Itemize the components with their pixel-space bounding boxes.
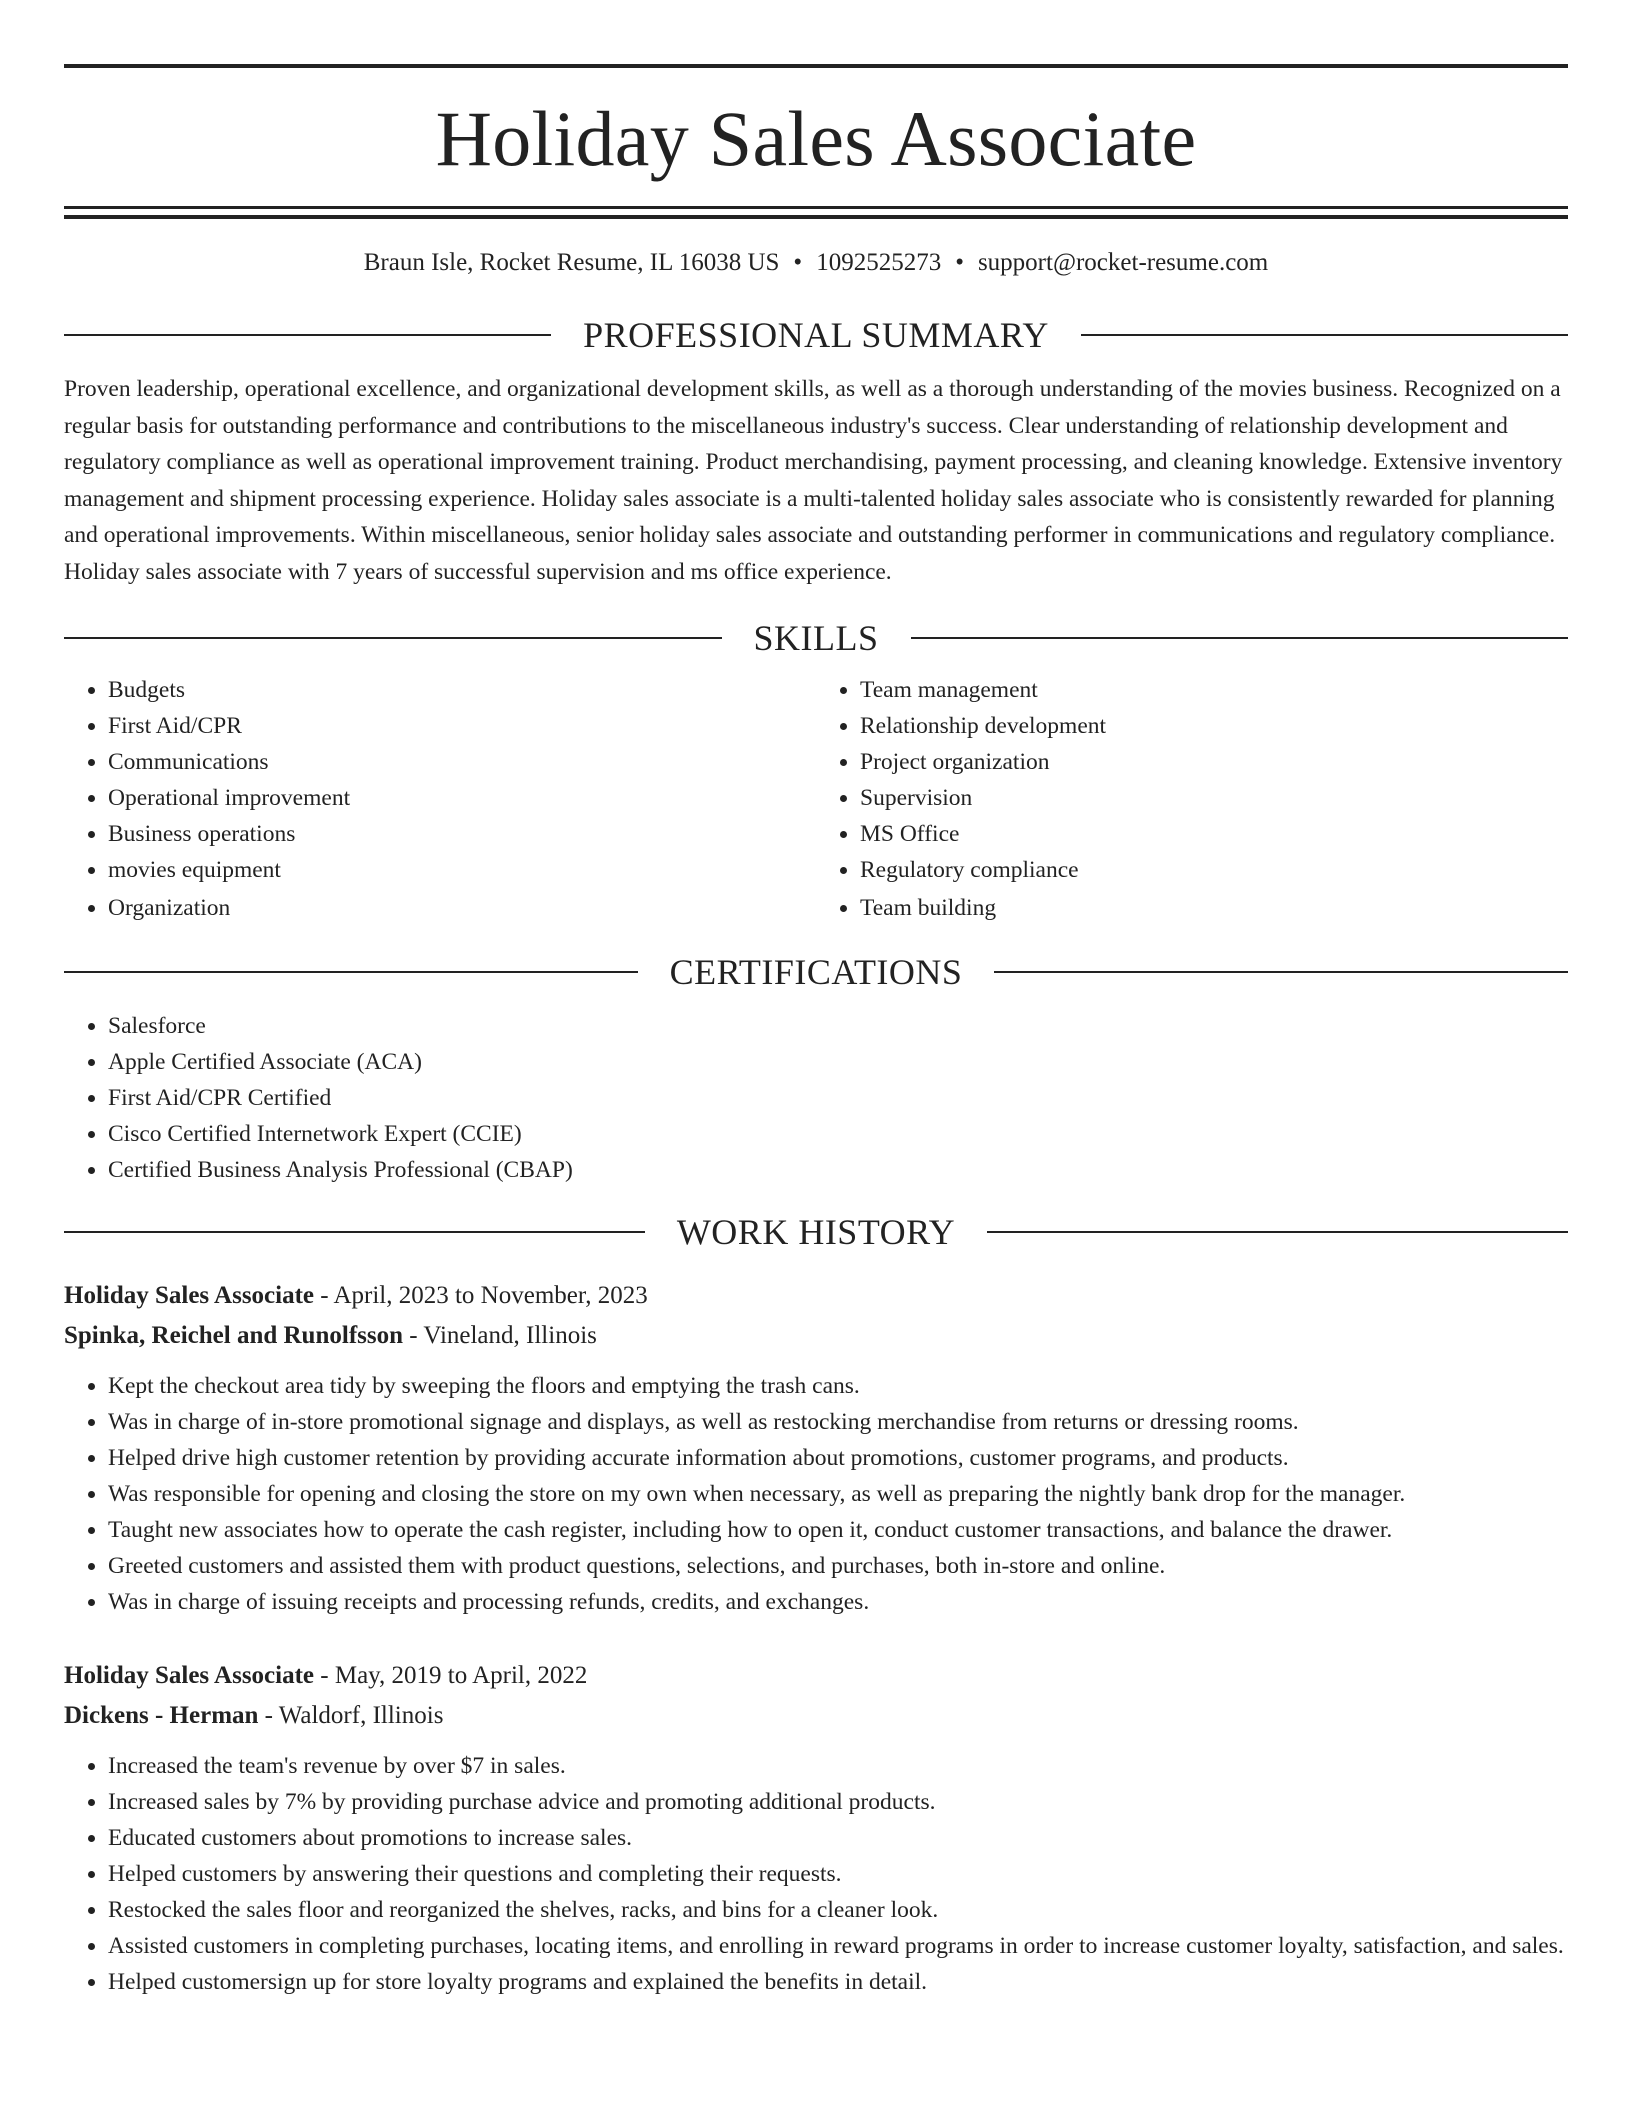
top-rule	[64, 64, 1568, 68]
skill-item: • movies equipment	[108, 852, 816, 888]
section-title: CERTIFICATIONS	[669, 952, 963, 992]
skill-item: • Organization	[108, 890, 816, 926]
skills-list	[64, 672, 1568, 926]
divider-line	[64, 1231, 645, 1233]
job-bullet: • Kept the checkout area tidy by sweeping the floors and emptying the trash cans.	[108, 1368, 1568, 1404]
job-company-line	[64, 1316, 1568, 1356]
divider-line	[911, 637, 1569, 639]
skills-column-right	[816, 672, 1568, 926]
job-bullet: • Helped customers by answering their questions and completing their requests.	[108, 1856, 1568, 1892]
divider-line	[64, 971, 638, 973]
contact-address: Braun Isle, Rocket Resume, IL 16038 US	[363, 249, 780, 276]
job-bullet: • Was responsible for opening and closing the store on my own when necessary, as well as preparing the nightly bank drop for the manager.	[108, 1476, 1568, 1512]
certification-item: • Certified Business Analysis Professional (CBAP)	[108, 1152, 1568, 1188]
contact-phone: 1092525273	[816, 249, 942, 276]
job-bullet: • Greeted customers and assisted them with product questions, selections, and purchases, both in-store and online.	[108, 1548, 1568, 1584]
job-bullet: • Was in charge of in-store promotional signage and displays, as well as restocking merchandise from returns or dressing rooms.	[108, 1404, 1568, 1440]
skills-column-left	[64, 672, 816, 926]
job-title-line	[64, 1656, 1568, 1696]
section-title: SKILLS	[753, 618, 879, 658]
job-dates: - April, 2023 to November, 2023	[314, 1282, 648, 1309]
skill-item: • Project organization	[860, 744, 1568, 780]
job-dates: - May, 2019 to April, 2022	[314, 1662, 588, 1689]
contact-line	[64, 247, 1568, 279]
skill-item: • Team management	[860, 672, 1568, 708]
job-bullet: • Restocked the sales floor and reorganized the shelves, racks, and bins for a cleaner look.	[108, 1892, 1568, 1928]
skill-item: • MS Office	[860, 816, 1568, 852]
job-company: Spinka, Reichel and Runolfsson	[64, 1322, 404, 1349]
section-header-summary	[64, 313, 1568, 357]
certifications-list	[64, 1008, 1568, 1188]
divider-line	[1081, 334, 1568, 336]
job-bullet: • Increased the team's revenue by over $7 in sales.	[108, 1748, 1568, 1784]
certification-item: • Salesforce	[108, 1008, 1568, 1044]
job-bullet: • Was in charge of issuing receipts and processing refunds, credits, and exchanges.	[108, 1584, 1568, 1620]
skill-item: • First Aid/CPR	[108, 708, 816, 744]
job-company: Dickens - Herman	[64, 1702, 259, 1729]
job-title: Holiday Sales Associate	[64, 1282, 315, 1309]
contact-email: support@rocket-resume.com	[977, 249, 1269, 276]
job-bullets	[64, 1748, 1568, 2000]
skill-item: • Supervision	[860, 780, 1568, 816]
summary-text: Proven leadership, operational excellence, and organizational development skills, as well as a thorough understanding of the movies business. Recognized on a regular basis for outstanding performance and contributions to the miscellaneous industry's success. Clear understanding of relationship development and regulatory compliance as well as operational improvement training. Product merchandising, payment processing, and cleaning knowledge. Extensive inventory management and shipment processing experience. Holiday sales associate is a multi-talented holiday sales associate who is consistently rewarded for planning and operational improvements. Within miscellaneous, senior holiday sales associate and outstanding performer in communications and regulatory compliance. Holiday sales associate with 7 years of successful supervision and ms office experience.	[64, 376, 1563, 585]
job-entry	[64, 1656, 1568, 2000]
job-bullet: • Increased sales by 7% by providing purchase advice and promoting additional products.	[108, 1784, 1568, 1820]
certification-item: • Cisco Certified Internetwork Expert (CCIE)	[108, 1116, 1568, 1152]
job-bullet: • Helped drive high customer retention by providing accurate information about promotions, customer programs, and products.	[108, 1440, 1568, 1476]
job-bullet: • Taught new associates how to operate the cash register, including how to open it, conduct customer transactions, and balance the drawer.	[108, 1512, 1568, 1548]
job-entry	[64, 1276, 1568, 1620]
divider-line	[994, 971, 1568, 973]
section-header-certifications	[64, 950, 1568, 994]
certification-item: • First Aid/CPR Certified	[108, 1080, 1568, 1116]
job-title: Holiday Sales Associate	[64, 1662, 315, 1689]
job-bullet: • Educated customers about promotions to increase sales.	[108, 1820, 1568, 1856]
resume-page	[64, 0, 1568, 2000]
double-rule	[64, 206, 1568, 219]
job-title-line	[64, 1276, 1568, 1316]
job-company-line	[64, 1696, 1568, 1736]
skill-item: • Operational improvement	[108, 780, 816, 816]
skill-item: • Communications	[108, 744, 816, 780]
divider-line	[64, 334, 551, 336]
skill-item: • Team building	[860, 890, 1568, 926]
resume-name: Holiday Sales Associate	[435, 95, 1197, 182]
certification-item: • Apple Certified Associate (ACA)	[108, 1044, 1568, 1080]
divider-line	[987, 1231, 1568, 1233]
section-header-work-history	[64, 1210, 1568, 1254]
skill-item: • Regulatory compliance	[860, 852, 1568, 888]
job-bullet: • Helped customersign up for store loyalty programs and explained the benefits in detail.	[108, 1964, 1568, 2000]
section-title: WORK HISTORY	[676, 1212, 956, 1252]
section-header-skills	[64, 616, 1568, 660]
job-bullet: • Assisted customers in completing purchases, locating items, and enrolling in reward programs in order to increase customer loyalty, satisfaction, and sales.	[108, 1928, 1568, 1964]
job-location: - Vineland, Illinois	[403, 1322, 597, 1349]
skill-item: • Business operations	[108, 816, 816, 852]
contact-separator: •	[793, 249, 803, 276]
skill-item: • Relationship development	[860, 708, 1568, 744]
contact-separator: •	[955, 249, 964, 276]
section-title: PROFESSIONAL SUMMARY	[583, 315, 1049, 355]
divider-line	[64, 637, 722, 639]
job-location: - Waldorf, Illinois	[258, 1702, 444, 1729]
job-bullets	[64, 1368, 1568, 1620]
skill-item: • Budgets	[108, 672, 816, 708]
